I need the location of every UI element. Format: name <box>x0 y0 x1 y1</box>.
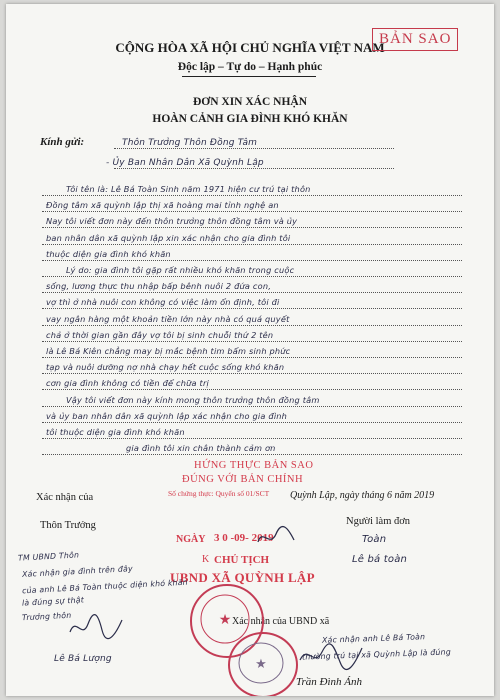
body-line: Vậy tôi viết đơn này kính mong thôn trưởng thôn đồng tâm <box>66 394 320 405</box>
village-head-title: Thôn Trưởng <box>40 520 96 531</box>
confirm-of: Xác nhận của <box>36 492 94 503</box>
commune-seal-lower <box>228 632 298 696</box>
certify-detail: Số chứng thực: Quyển số 01/SCT <box>168 489 270 498</box>
body-rule <box>42 406 462 407</box>
body-line: cơn gia đình không có tiền để chữa trị <box>46 378 209 389</box>
chairman-org: UBND XÃ QUỲNH LẬP <box>170 570 315 585</box>
motto: Độc lập – Tự do – Hạnh phúc <box>177 61 323 73</box>
body-line: gia đình tôi xin chân thành cảm ơn <box>126 443 276 454</box>
certify-line2: ĐÚNG VỚI BẢN CHÍNH <box>182 474 304 485</box>
commune-note-line: thường trú tại xã Quỳnh Lập là đúng <box>301 647 452 662</box>
applicant-signature: Toàn <box>362 534 387 545</box>
body-line: thuộc diện gia đình khó khăn <box>46 248 171 259</box>
body-rule <box>42 438 462 439</box>
body-rule <box>42 227 462 228</box>
village-head-signature <box>66 610 126 646</box>
body-line: và ủy ban nhân dân xã quỳnh lập xác nhận cho gia đình <box>46 410 288 421</box>
svg-text:★: ★ <box>255 657 267 672</box>
certify-date-label: NGÀY <box>176 534 206 545</box>
country-title: CỘNG HÒA XÃ HỘI CHỦ NGHĨA VIỆT NAM <box>115 40 385 55</box>
svg-text:★: ★ <box>218 612 232 628</box>
body-line: chả ở thời gian gần đây vợ tôi bị sinh chuỗi thứ 2 tên <box>46 329 274 340</box>
body-rule <box>42 357 462 358</box>
village-note-line: Trưởng thôn <box>21 610 72 623</box>
body-line: Tôi tên là: Lê Bá Toàn Sinh năm 1971 hiện cư trú tại thôn <box>66 184 311 194</box>
document-page <box>6 4 494 696</box>
body-rule <box>42 260 462 261</box>
recipient-rule-2 <box>114 168 394 169</box>
place-date: Quỳnh Lập, ngày tháng 6 năm 2019 <box>290 490 435 501</box>
chairman-title: CHỦ TỊCH <box>214 554 270 566</box>
certify-line1: HỨNG THỰC BẢN SAO <box>194 460 314 471</box>
recipient-rule-1 <box>114 148 394 149</box>
copy-stamp: BẢN SAO <box>372 28 458 51</box>
body-rule <box>42 422 462 423</box>
body-rule <box>42 211 462 212</box>
body-rule <box>42 276 462 277</box>
village-note-line: TM UBND Thôn <box>17 550 80 563</box>
officer-name: Trần Đình Ánh <box>296 676 363 688</box>
body-rule <box>42 389 462 390</box>
body-line: sống, lương thực thu nhập bấp bênh nuôi 2 đứa con, <box>46 281 272 292</box>
commune-note-line: Xác nhận anh Lê Bá Toàn <box>321 632 426 645</box>
chairman-initial <box>254 524 298 550</box>
officer-signature <box>296 640 366 674</box>
body-line: Nay tôi viết đơn này đến thôn trưởng thôn đồng tâm và ủy <box>46 216 298 227</box>
body-line: tạp và nuôi dưỡng nợ nhà chạy hết cuộc sống khó khăn <box>46 362 285 373</box>
body-line: là Lê Bá Kiên chẳng may bị mắc bệnh tim bẩm sinh phức <box>46 346 291 356</box>
body-rule <box>42 195 462 196</box>
recipient-1: Thôn Trưởng Thôn Đồng Tâm <box>122 138 258 148</box>
body-rule <box>42 373 462 374</box>
doc-title-line2: HOÀN CẢNH GIA ĐÌNH KHÓ KHĂN <box>152 113 348 125</box>
body-line: Đồng tâm xã quỳnh lập thị xã hoàng mai tỉnh nghệ an <box>46 200 279 211</box>
body-rule <box>42 292 462 293</box>
recipient-2: - Ủy Ban Nhân Dân Xã Quỳnh Lập <box>106 158 264 168</box>
body-line: vay ngân hàng một khoản tiền lớn này nhà có quá quyết <box>46 313 290 324</box>
motto-underline <box>182 76 316 77</box>
applicant-name: Lê bá toàn <box>352 554 408 565</box>
body-rule <box>42 341 462 342</box>
chairman-prefix: K <box>202 554 210 565</box>
applicant-title: Người làm đơn <box>346 516 411 527</box>
doc-title-line1: ĐƠN XIN XÁC NHẬN <box>192 96 308 108</box>
body-line: tôi thuộc diện gia đình khó khăn <box>46 427 185 437</box>
body-line: ban nhân dân xã quỳnh lập xin xác nhận cho gia đình tôi <box>46 232 291 243</box>
body-rule <box>42 244 462 245</box>
village-note-line: của anh Lê Bá Toàn thuộc diện khó khăn <box>21 577 189 596</box>
ubnd-confirm: Xác nhận của UBND xã <box>232 616 330 627</box>
recipients-label: Kính gửi: <box>40 136 85 148</box>
village-note-line: là đúng sự thật <box>21 595 85 608</box>
body-rule <box>42 454 462 455</box>
body-line: Lý do: gia đình tôi gặp rất nhiều khó khăn trong cuộc <box>66 265 295 275</box>
body-rule <box>42 325 462 326</box>
certify-date: 3 0 -09- 2019 <box>214 532 274 544</box>
body-line: vợ thì ở nhà nuôi con không có việc làm ổn định, tôi đi <box>46 297 280 308</box>
village-note-line: Xác nhận gia đình trên đây <box>21 564 134 579</box>
village-sign-name: Lê Bá Lượng <box>54 654 112 664</box>
body-rule <box>42 308 462 309</box>
